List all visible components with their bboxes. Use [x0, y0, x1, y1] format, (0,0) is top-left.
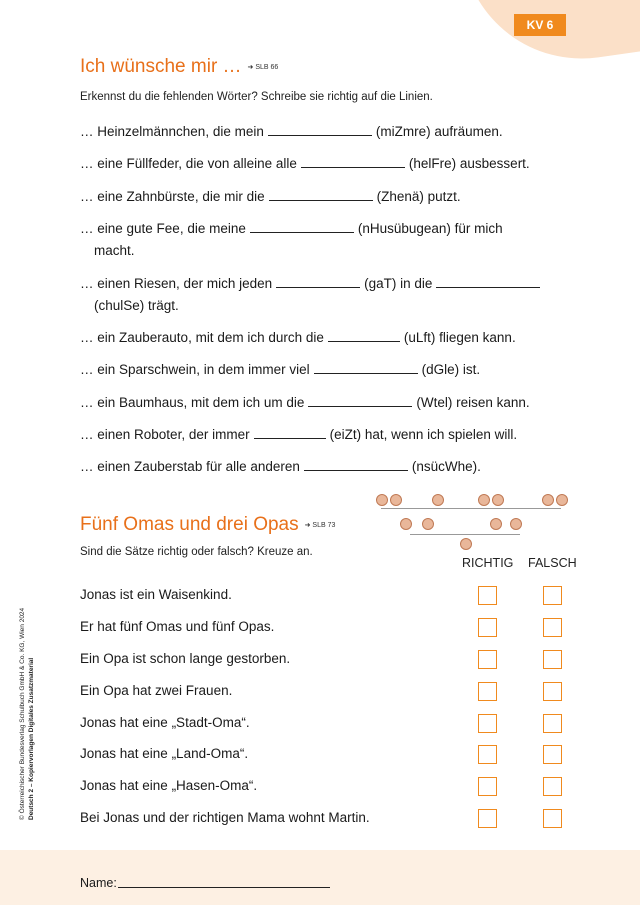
exercise-line-9: … einen Roboter, der immer (eiZt) hat, wenn ich spielen will. [80, 424, 517, 446]
exercise-line-5: … einen Riesen, der mich jeden (gaT) in die [80, 273, 544, 295]
checkbox-richtig-8[interactable] [478, 809, 497, 828]
answer-blank[interactable] [250, 218, 354, 233]
exercise-line-10: … einen Zauberstab für alle anderen (nsücWhe). [80, 456, 481, 478]
checkbox-falsch-2[interactable] [543, 618, 562, 637]
family-tree-illustration [370, 490, 570, 550]
checkbox-falsch-4[interactable] [543, 682, 562, 701]
question-4: Ein Opa hat zwei Frauen. [80, 683, 233, 698]
answer-blank[interactable] [301, 153, 405, 168]
answer-blank[interactable] [254, 424, 326, 439]
checkbox-richtig-1[interactable] [478, 586, 497, 605]
exercise-line-3: … eine Zahnbürste, die mir die (Zhenä) putzt. [80, 186, 461, 208]
answer-blank[interactable] [328, 327, 400, 342]
section1-instruction: Erkennst du die fehlenden Wörter? Schreibe sie richtig auf die Linien. [80, 91, 433, 103]
checkbox-falsch-1[interactable] [543, 586, 562, 605]
exercise-line-7: … ein Sparschwein, in dem immer viel (dGle) ist. [80, 359, 480, 381]
answer-blank[interactable] [304, 456, 408, 471]
kv-badge: KV 6 [514, 14, 566, 36]
checkbox-falsch-3[interactable] [543, 650, 562, 669]
subtitle-text: Deutsch 2 – Kopiervorlagen Digitales Zusatzmaterial [28, 657, 35, 820]
checkbox-falsch-7[interactable] [543, 777, 562, 796]
copyright-text: © Österreichischer Bundesverlag Schulbuch GmbH & Co. KG, Wien 2024 [19, 607, 26, 820]
question-5: Jonas hat eine „Stadt-Oma“. [80, 715, 250, 730]
exercise-line-2: … eine Füllfeder, die von alleine alle (helFre) ausbessert. [80, 153, 530, 175]
section1-ref: ➜ SLB 66 [247, 63, 279, 71]
question-7: Jonas hat eine „Hasen-Oma“. [80, 778, 258, 793]
checkbox-richtig-5[interactable] [478, 714, 497, 733]
col-head-falsch: FALSCH [528, 556, 577, 570]
exercise-line-1: … Heinzelmännchen, die mein (miZmre) aufräumen. [80, 121, 503, 143]
checkbox-falsch-8[interactable] [543, 809, 562, 828]
question-6: Jonas hat eine „Land-Oma“. [80, 746, 249, 761]
answer-blank[interactable] [268, 121, 372, 136]
exercise-line-5-cont: (chulSe) trägt. [94, 298, 179, 313]
section2-instruction: Sind die Sätze richtig oder falsch? Kreuze an. [80, 546, 313, 558]
question-1: Jonas ist ein Waisenkind. [80, 587, 232, 602]
section2-title: Fünf Omas und drei Opas ➜ SLB 73 [80, 514, 336, 535]
name-field[interactable] [118, 887, 330, 888]
exercise-line-8: … ein Baumhaus, mit dem ich um die (Wtel) reisen kann. [80, 392, 530, 414]
checkbox-richtig-4[interactable] [478, 682, 497, 701]
checkbox-richtig-2[interactable] [478, 618, 497, 637]
sidebar-credits [18, 340, 48, 820]
exercise-line-4-cont: macht. [94, 243, 135, 258]
checkbox-falsch-5[interactable] [543, 714, 562, 733]
checkbox-richtig-6[interactable] [478, 745, 497, 764]
section2-ref: ➜ SLB 73 [304, 521, 336, 529]
answer-blank[interactable] [276, 273, 360, 288]
answer-blank[interactable] [308, 392, 412, 407]
answer-blank[interactable] [269, 186, 373, 201]
question-3: Ein Opa ist schon lange gestorben. [80, 651, 291, 666]
corner-decoration [463, 0, 640, 74]
question-8: Bei Jonas und der richtigen Mama wohnt Martin. [80, 810, 370, 825]
answer-blank[interactable] [436, 273, 540, 288]
exercise-line-6: … ein Zauberauto, mit dem ich durch die (uLft) fliegen kann. [80, 327, 516, 349]
checkbox-falsch-6[interactable] [543, 745, 562, 764]
answer-blank[interactable] [314, 359, 418, 374]
checkbox-richtig-3[interactable] [478, 650, 497, 669]
checkbox-richtig-7[interactable] [478, 777, 497, 796]
question-2: Er hat fünf Omas und fünf Opas. [80, 619, 275, 634]
col-head-richtig: RICHTIG [462, 556, 514, 570]
exercise-line-4: … eine gute Fee, die meine (nHusübugean) für mich [80, 218, 503, 240]
section1-title: Ich wünsche mir … ➜ SLB 66 [80, 56, 279, 77]
name-label: Name: [80, 876, 117, 890]
